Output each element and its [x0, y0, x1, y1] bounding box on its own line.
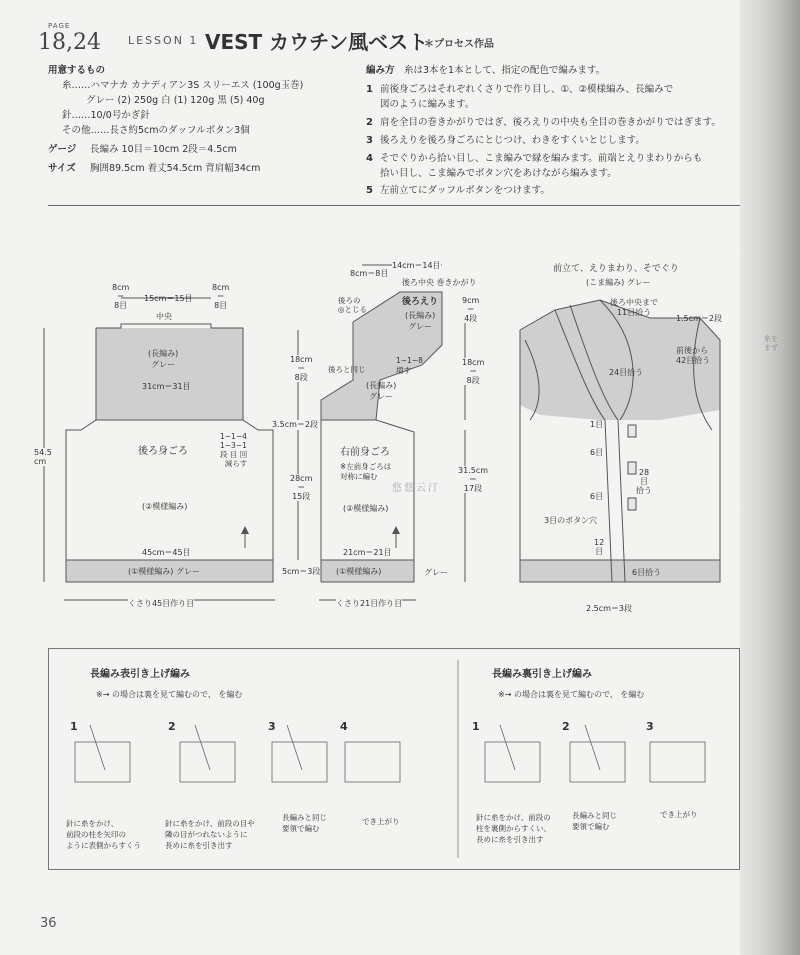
front-pattern2: (②模様編み)	[343, 504, 389, 513]
lesson-label: LESSON 1	[128, 34, 199, 47]
tech-right-note: ※→ の場合は裏を見て編むので、 を編む	[498, 690, 645, 699]
front-hem-width: 21cm＝21目	[343, 548, 392, 557]
tech-caption: でき上がり	[660, 810, 698, 819]
tech-step-num: 2	[168, 720, 176, 733]
step-number: 3	[366, 135, 373, 146]
page-title: VEST カウチン風ベスト	[205, 30, 429, 54]
mirror-note: ※左前身ごろは 対称に編む	[340, 462, 392, 481]
back-chain: くさり45目作り目	[128, 597, 194, 611]
step-text: 後ろえりを後ろ身ごろにとじつけ、わきをすくいとじします。	[380, 135, 645, 146]
front-piece-name: 右前身ごろ	[340, 447, 390, 458]
page-word: PAGE	[48, 22, 71, 30]
collar-height: 9cm ＝ 4段	[462, 296, 480, 323]
method-intro: 糸は3本を1本として、指定の配色で編みます。	[404, 65, 606, 76]
front-grey: グレー	[424, 568, 448, 577]
front-yoke-height-right: 18cm ＝ 8段	[462, 358, 485, 385]
step-number: 1	[366, 84, 373, 95]
front-chain: くさり21目作り目	[336, 597, 402, 611]
watermark: 悠悠云汀	[392, 483, 440, 494]
materials-line: 針……10/0号かぎ針	[62, 110, 150, 121]
tech-left-title: 長編み表引き上げ編み	[90, 669, 190, 680]
front-neck: 8cm＝8目	[350, 269, 389, 278]
eye-6a: 6目	[590, 448, 604, 457]
collar-attach: 後ろの ◎とじる	[338, 296, 368, 314]
collar-yarn: (長編み) グレー	[405, 311, 436, 331]
size-value: 胸囲89.5cm 着丈54.5cm 背肩幅34cm	[90, 163, 261, 174]
front-yoke-label: (長編み) グレー	[366, 381, 397, 401]
front-body-height: 28cm ＝ 15段	[290, 474, 313, 501]
tech-step-num: 1	[70, 720, 78, 733]
gauge-value: 長編み 10目＝10cm 2段＝4.5cm	[90, 144, 237, 155]
tech-caption: 長編みと同じ 要領で編む	[572, 811, 617, 831]
armhole-gap: 3.5cm＝2段	[272, 420, 319, 429]
shoulder-right: 8cm ＝ 8目	[212, 283, 230, 310]
armhole-band: 1.5cm＝2段	[676, 314, 723, 323]
step-number: 5	[366, 185, 373, 196]
yoke-width: 31cm＝31目	[142, 382, 191, 391]
back-yoke-label: (長編み) グレー	[148, 349, 179, 369]
back-pattern1: (①模様編み) グレー	[128, 567, 200, 576]
same-as-back: 後ろと同じ	[328, 365, 366, 374]
front-body-height-right: 31.5cm ＝ 17段	[458, 466, 489, 493]
page-subtitle: ＊プロセス作品	[424, 39, 494, 50]
front-pattern1: (①模様編み)	[336, 567, 382, 576]
page-numbers: 18,24	[38, 30, 101, 55]
finish-title: 前立て、えりまわり、そでぐり	[553, 264, 679, 274]
eye-1: 1目	[590, 420, 604, 429]
rear-center: 後ろ中央 巻きかがり	[402, 278, 477, 287]
materials-heading: 用意するもの	[48, 65, 106, 76]
method-heading: 編み方	[366, 65, 395, 76]
gauge-label: ゲージ	[48, 144, 77, 155]
step-text: 肩を全目の巻きかがりではぎ、後ろえりの中央も全目の巻きかがりではぎます。	[380, 117, 721, 128]
materials-line: グレー (2) 250g 白 (1) 120g 黒 (5) 40g	[86, 95, 265, 106]
materials-line: その他……長さ約5cmのダッフルボタン3個	[62, 125, 250, 136]
step-number: 2	[366, 117, 373, 128]
back-center-pick: 後ろ中央まで 11目拾う	[610, 298, 658, 317]
tech-caption: 針に糸をかけ、前段の目や 隣の目がつれないように 長めに糸を引き出す	[165, 819, 255, 850]
front-yoke-height: 18cm ＝ 8段	[290, 355, 313, 382]
tech-caption: 長編みと同じ 要領で編む	[282, 813, 327, 833]
tech-step-num: 3	[646, 720, 654, 733]
step-text: そでぐりから拾い目し、こま編みで縁を編みます。前端とえりまわりからも	[380, 153, 703, 164]
pick-24: 24目拾う	[609, 368, 644, 377]
tech-step-num: 3	[268, 720, 276, 733]
pick-42: 前後から 42目拾う	[676, 346, 711, 365]
tech-caption: 針に糸をかけ、前段の 柱を裏側からすくい、 長めに糸を引き出す	[476, 813, 551, 844]
back-piece-name: 後ろ身ごろ	[138, 446, 188, 457]
tech-step-num: 4	[340, 720, 348, 733]
pick-6: 6目拾う	[632, 568, 662, 577]
buttonhole-note: 3目のボタン穴	[544, 516, 598, 525]
bottom-band: 2.5cm＝3段	[586, 604, 633, 613]
center-mark: 中央	[156, 312, 172, 321]
step-text: 拾い目し、こま編みでボタン穴をあけながら編みます。	[380, 168, 617, 179]
step-text: 図のように編みます。	[380, 99, 475, 110]
eye-12: 12 目	[594, 538, 605, 556]
finish-subtitle: (こま編み) グレー	[586, 278, 651, 287]
step-text: 左前立てにダッフルボタンをつけます。	[380, 185, 550, 196]
tech-caption: でき上がり	[362, 817, 400, 826]
size-label: サイズ	[48, 163, 76, 174]
margin-text: 糸を まず	[764, 335, 778, 352]
eye-6b: 6目	[590, 492, 604, 501]
tech-caption: 針に糸をかけ、 前段の柱を矢印の ように表側からすくう	[66, 819, 141, 850]
tech-left-note: ※→ の場合は裏を見て編むので、 を編む	[96, 690, 243, 699]
decrease-note: 1−1−4 1−3−1 段 目 回 減らす	[220, 432, 248, 468]
front-top-width: 14cm＝14目	[392, 259, 441, 273]
step-text: 前後身ごろはそれぞれくさりで作り目し、①、②模様編み、長編みで	[380, 84, 674, 95]
front-hem-height: 5cm＝3段	[282, 567, 321, 576]
tech-step-num: 2	[562, 720, 570, 733]
neck-width: 15cm＝15目	[144, 294, 193, 303]
page-number: 36	[40, 916, 57, 931]
tech-step-num: 1	[472, 720, 480, 733]
collar-label: 後ろえり	[402, 297, 439, 307]
pick-28: 28 目 拾う	[636, 468, 652, 495]
increase-note: 1−1−8 増す	[396, 356, 423, 375]
back-height: 54.5 cm	[34, 448, 52, 466]
back-pattern2: (②模様編み)	[142, 502, 188, 511]
shoulder-left: 8cm ＝ 8目	[112, 283, 130, 310]
step-number: 4	[366, 153, 373, 164]
back-hem-width: 45cm＝45目	[142, 548, 191, 557]
materials-line: 糸……ハマナカ カナディアン3S スリーエス (100g玉巻)	[62, 80, 304, 91]
tech-right-title: 長編み裏引き上げ編み	[492, 669, 592, 680]
